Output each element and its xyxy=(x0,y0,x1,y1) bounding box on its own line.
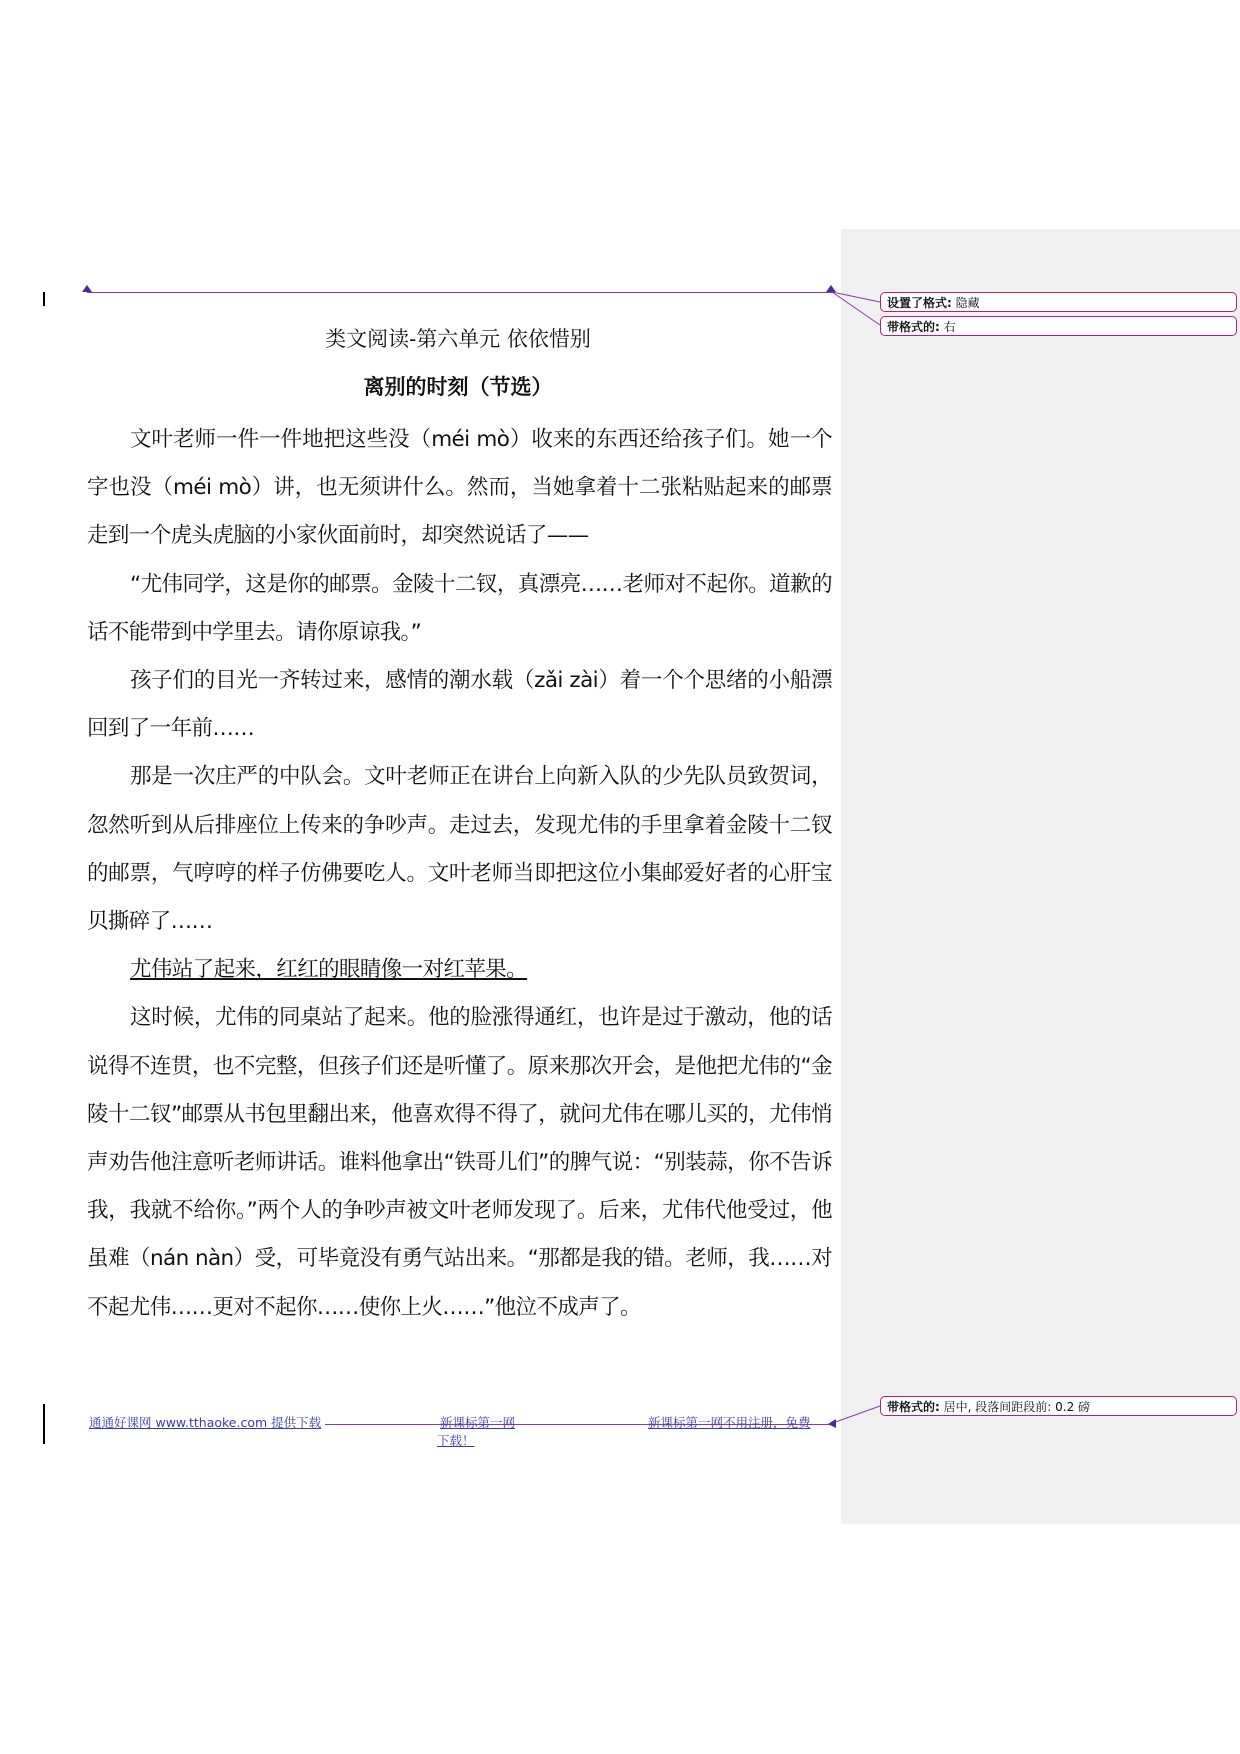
comment-value: 右 xyxy=(943,320,956,334)
document-body xyxy=(87,416,832,1332)
comment-balloon[interactable] xyxy=(880,292,1237,312)
footer-link-right[interactable]: 新课标第一网不用注册，免费 xyxy=(648,1415,811,1430)
comment-balloon[interactable] xyxy=(880,1396,1237,1416)
comment-label: 带格式的: xyxy=(887,1400,940,1414)
paragraph: 文叶老师一件一件地把这些没（méi mò）收来的东西还给孩子们。她一个字也没（méi mò）讲，也无须讲什么。然而，当她拿着十二张粘贴起来的邮票走到一个虎头虎脑的小家伙面前时，却突然说话了—— xyxy=(87,427,832,549)
comment-value: 隐藏 xyxy=(955,296,980,310)
paragraph: 那是一次庄严的中队会。文叶老师正在讲台上向新入队的少先队员致贺词，忽然听到从后排座位上传来的争吵声。走过去，发现尤伟的手里拿着金陵十二钗的邮票，气哼哼的样子仿佛要吃人。文叶老师当即把这位小集邮爱好者的心肝宝贝撕碎了…… xyxy=(87,764,832,935)
paragraph: “尤伟同学，这是你的邮票。金陵十二钗，真漂亮……老师对不起你。道歉的话不能带到中学里去。请你原谅我。” xyxy=(87,571,832,645)
comment-label: 设置了格式: xyxy=(887,296,952,310)
footer-link-middle-2[interactable]: 下载！ xyxy=(437,1433,475,1448)
underlined-paragraph: 尤伟站了起来，红红的眼睛像一对红苹果。 xyxy=(130,957,528,983)
change-anchor-icon xyxy=(82,285,92,292)
comment-label: 带格式的: xyxy=(887,320,940,334)
comment-leader-lines xyxy=(830,285,882,330)
paragraph: 孩子们的目光一齐转过来，感情的潮水载（zǎi zài）着一个个思绪的小船漂回到了一年前…… xyxy=(87,668,832,742)
change-connector-line xyxy=(87,292,833,293)
footer-link-left[interactable]: 通通好课网 www.tthaoke.com 提供下载 xyxy=(89,1415,322,1430)
revision-bar xyxy=(43,1404,45,1444)
revision-bar xyxy=(43,292,45,306)
comment-leader-lines xyxy=(828,1400,882,1430)
document-subtitle: 离别的时刻（节选） xyxy=(363,374,553,399)
paragraph: 这时候，尤伟的同桌站了起来。他的脸涨得通红，也许是过于激动，他的话说得不连贯，也不完整，但孩子们还是听懂了。原来那次开会，是他把尤伟的“金陵十二钗”邮票从书包里翻出来，他喜欢得不得了，就问尤伟在哪儿买的，尤伟悄声劝告他注意听老师讲话。谁料他拿出“铁哥儿们”的脾气说：“别装蒜，你不告诉我，我就不给你。”两个人的争吵声被文叶老师发现了。后来，尤伟代他受过，他虽难（nán nàn）受，可毕竟没有勇气站出来。“那都是我的错。老师，我……对不起尤伟……更对不起你……使你上火……”他泣不成声了。 xyxy=(87,1005,832,1320)
comment-value: 居中, 段落间距段前: 0.2 磅 xyxy=(943,1400,1091,1414)
footer-link-middle[interactable]: 新课标第一网 xyxy=(440,1415,516,1430)
comment-margin-pane xyxy=(841,229,1240,1524)
comment-balloon[interactable] xyxy=(880,316,1237,336)
document-title: 类文阅读-第六单元 依依惜别 xyxy=(325,327,591,351)
